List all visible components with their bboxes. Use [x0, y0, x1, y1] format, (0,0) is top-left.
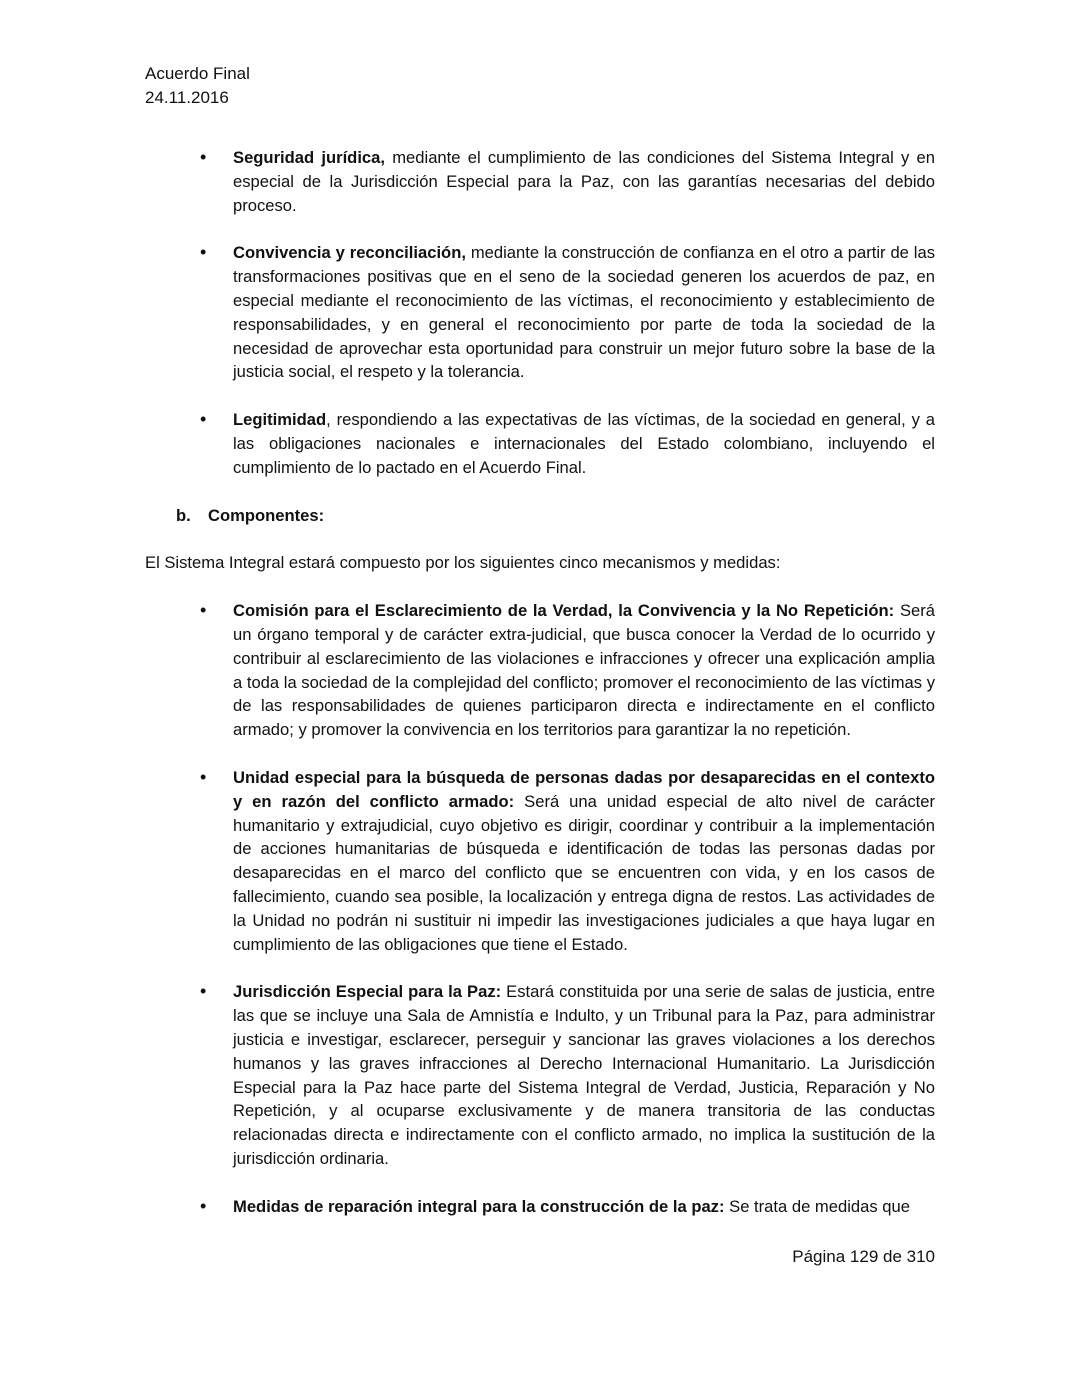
- item-text: Estará constituida por una serie de salas de justicia, entre las que se incluye una Sala de Amnistía e Indulto, y un Tribunal para la Paz, para administrar justicia e investigar, esclarecer, perseguir y sancionar las graves violaciones a los derechos humanos y las graves infracciones al Derecho Internacional Humanitario. La Jurisdicción Especial para la Paz hace parte del Sistema Integral de Verdad, Justicia, Reparación y No Repetición, y al ocuparse exclusivamente y de manera transitoria de las conductas relacionadas directa e indirectamente con el conflicto armado, no implica la sustitución de la jurisdicción ordinaria.: [233, 982, 935, 1168]
- item-text: , respondiendo a las expectativas de las víctimas, de la sociedad en general, y a las obligaciones nacionales e internacionales del Estado colombiano, incluyendo el cumplimiento de lo pactado en el Acuerdo Final.: [233, 410, 935, 477]
- bullet-icon: •: [200, 147, 207, 167]
- intro-paragraph: El Sistema Integral estará compuesto por los siguientes cinco mecanismos y medidas:: [145, 553, 781, 573]
- bullet-icon: •: [200, 981, 207, 1002]
- item-title: Convivencia y reconciliación,: [233, 243, 466, 263]
- bullet-icon: •: [200, 1195, 207, 1216]
- item-text: Será un órgano temporal y de carácter extra-judicial, que busca conocer la Verdad de lo ocurrido y contribuir al esclarecimiento de las violaciones e infracciones y ofrecer una explicación amplia a toda la sociedad de la complejidad del conflicto; promover el reconocimiento de las víctimas y de las responsabilidades de quienes participaron directa e indirectamente en el conflicto armado; y promover la convivencia en los territorios para garantizar la no repetición.: [233, 601, 935, 740]
- list-item: [145, 1195, 935, 1219]
- header-date: 24.11.2016: [145, 88, 229, 107]
- list-item: [145, 599, 935, 742]
- page-header: [145, 62, 250, 110]
- bullet-icon: •: [200, 766, 207, 787]
- item-title: Unidad especial para la búsqueda de personas dadas por desaparecidas en el contexto y en razón del conflicto armado:: [233, 767, 935, 811]
- list-item: [145, 408, 935, 479]
- item-title: Comisión para el Esclarecimiento de la Verdad, la Convivencia y la No Repetición:: [233, 601, 895, 621]
- item-title: Medidas de reparación integral para la construcción de la paz:: [233, 1196, 725, 1216]
- list-item: [145, 241, 935, 384]
- list-item: [145, 980, 935, 1170]
- item-text: mediante la construcción de confianza en el otro a partir de las transformaciones positivas que en el seno de la sociedad generen los acuerdos de paz, en especial mediante el reconocimiento de las víctimas, el reconocimiento y establecimiento de responsabilidades, y en general el reconocimiento por parte de toda la sociedad de la necesidad de aprovechar esta oportunidad para construir un mejor futuro sobre la base de la justicia social, el respeto y la tolerancia.: [233, 243, 935, 382]
- section-heading: [145, 504, 935, 528]
- section-title: Componentes:: [208, 505, 325, 525]
- bullet-icon: •: [200, 600, 207, 621]
- bullet-icon: •: [200, 242, 207, 263]
- item-title: Legitimidad: [233, 410, 327, 430]
- list-item: [145, 146, 935, 217]
- item-title: Seguridad jurídica,: [233, 148, 385, 167]
- section-marker: b.: [176, 505, 191, 525]
- page-number: Página 129 de 310: [792, 1247, 935, 1266]
- bullet-icon: •: [200, 409, 207, 430]
- item-title: Jurisdicción Especial para la Paz:: [233, 982, 502, 1002]
- item-text: Se trata de medidas que: [724, 1196, 910, 1216]
- header-title: Acuerdo Final: [145, 64, 250, 83]
- list-item: [145, 766, 935, 956]
- page-content: [145, 146, 935, 1242]
- item-text: Será una unidad especial de alto nivel de carácter humanitario y extrajudicial, cuyo objetivo es dirigir, coordinar y contribuir a la implementación de acciones humanitarias de búsqueda e identificación de todas las personas dadas por desaparecidas en el marco del conflicto que se encuentren con vida, y en los casos de fallecimiento, cuando sea posible, la localización y entrega digna de restos. Las actividades de la Unidad no podrán ni sustituir ni impedir las investigaciones judiciales a que haya lugar en cumplimiento de las obligaciones que tiene el Estado.: [233, 791, 936, 954]
- item-text: mediante el cumplimiento de las condiciones del Sistema Integral y en especial de la Jurisdicción Especial para la Paz, con las garantías necesarias del debido proceso.: [233, 148, 935, 215]
